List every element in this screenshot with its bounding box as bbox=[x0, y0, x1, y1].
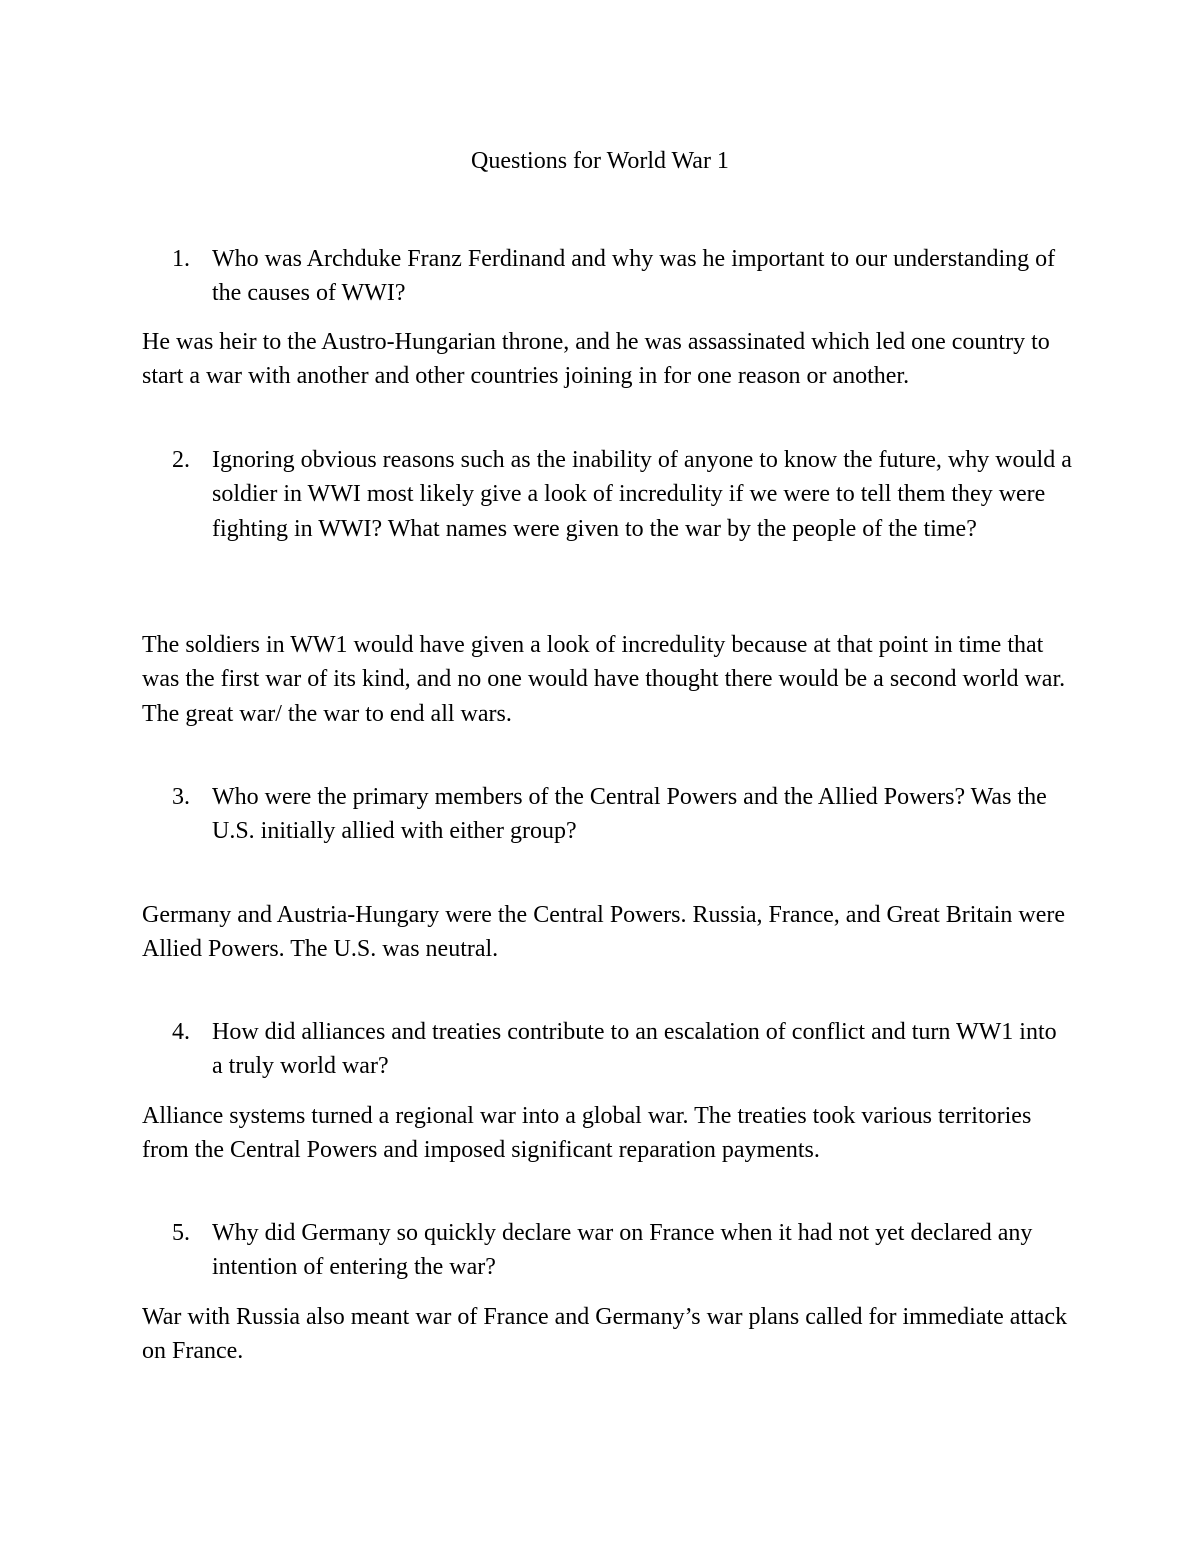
question-number: 4. bbox=[172, 1019, 190, 1045]
question-number: 5. bbox=[172, 1220, 190, 1246]
answer-1: He was heir to the Austro-Hungarian throne, and he was assassinated which led one country to start a war with another and other countries joining in for one reason or another. bbox=[142, 329, 1050, 390]
question-text: Who were the primary members of the Central Powers and the Allied Powers? Was the U.S. initially allied with either group? bbox=[212, 784, 1047, 845]
question-3 bbox=[142, 780, 1072, 849]
answer-4: Alliance systems turned a regional war into a global war. The treaties took various territories from the Central Powers and imposed significant reparation payments. bbox=[142, 1103, 1032, 1164]
question-number: 2. bbox=[172, 447, 190, 473]
answer-3: Germany and Austria-Hungary were the Central Powers. Russia, France, and Great Britain were Allied Powers. The U.S. was neutral. bbox=[142, 902, 1066, 963]
answer-5: War with Russia also meant war of France and Germany’s war plans called for immediate attack on France. bbox=[142, 1304, 1068, 1365]
question-4 bbox=[142, 1015, 1072, 1084]
answer-2: The soldiers in WW1 would have given a look of incredulity because at that point in time that was the first war of its kind, and no one would have thought there would be a second world war. The great war/ the war to end all wars. bbox=[142, 632, 1066, 727]
question-text: Who was Archduke Franz Ferdinand and why was he important to our understanding of the causes of WWI? bbox=[212, 246, 1056, 307]
question-text: Ignoring obvious reasons such as the inability of anyone to know the future, why would a soldier in WWI most likely give a look of incredulity if we were to tell them they were fighting in WWI? What names were given to the war by the people of the time? bbox=[212, 447, 1072, 542]
question-text: How did alliances and treaties contribute to an escalation of conflict and turn WW1 into a truly world war? bbox=[212, 1019, 1057, 1080]
document-title: Questions for World War 1 bbox=[471, 148, 729, 174]
question-number: 3. bbox=[172, 784, 190, 810]
question-5 bbox=[142, 1216, 1072, 1285]
question-1 bbox=[142, 242, 1072, 311]
question-2 bbox=[142, 443, 1072, 546]
question-number: 1. bbox=[172, 246, 190, 272]
question-text: Why did Germany so quickly declare war on France when it had not yet declared any intention of entering the war? bbox=[212, 1220, 1033, 1281]
